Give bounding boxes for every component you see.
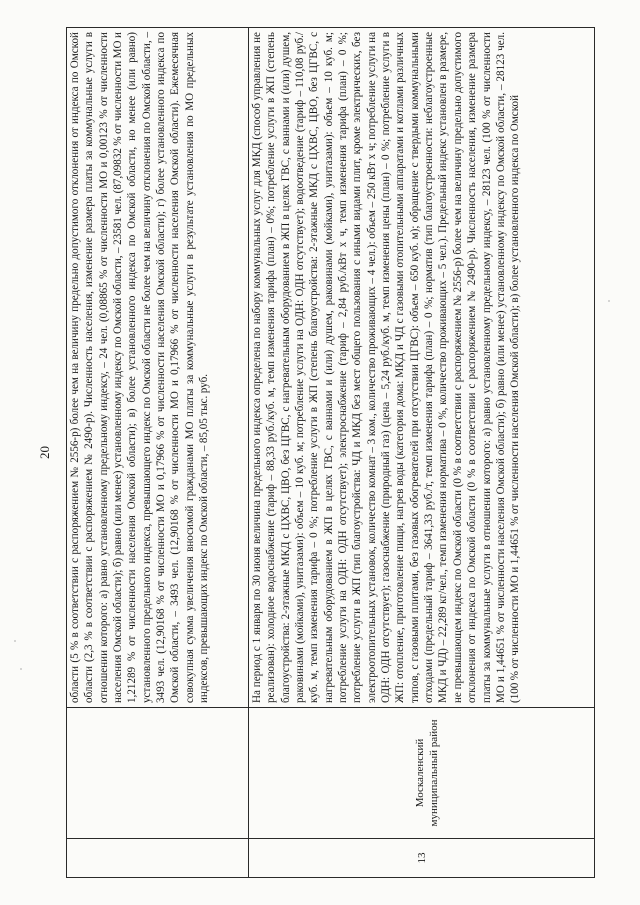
municipality-name: Москаленский муниципальный район [414, 719, 440, 827]
description-cell [249, 28, 595, 708]
description-text: На период с 1 января по 30 июня величина предельного индекса определена по набору коммунальных услуг для МКД (способ управления не реализован): холодное водоснабжение (тариф – 88,33 руб./куб. м, темп изменения тарифа (план) – 0%; потребление услуги в ЖП (степень благоустройства: 2-этажные МКД с ЦХВС, ЦВО, без ЦГВС, с нагревательным оборудованием в ЖП в целях ГВС, с ваннами и (или) душем, раковинами (мойками), унитазами): объем – 10 куб. м; потребление услуги на ОДН: ОДН отсутствует); водоотведение (тариф – 110,08 руб./куб. м, темп изменения тарифа – 0 %; потребление услуги в ЖП (степень благоустройства: 2-этажные МКД с ЦХВС, ЦВО, без ЦГВС, с нагревательным оборудованием в ЖП в целях ГВС, с ваннами и (или) душем, раковинами (мойками), унитазами): объем – 10 куб. м; потребление услуги на ОДН: ОДН отсутствует); электроснабжение (тариф – 2,84 руб./кВт x ч, темп изменения тарифа (план) – 0 %; потребление услуги в ЖП (тип благоустройства: ЧД и МКД без мест общего пользования с иными видами плит, кроме электрических, без электроотопительных установок, количество комнат – 3 ком., количество проживающих – 4 чел.): объем – 250 кВт x ч; потребление услуги на ОДН: ОДН отсутствует); газоснабжение (природный газ) (цена – 5,24 руб./куб. м, темп изменения цены (план) – 0 %; потребление услуги в ЖП: отопление, приготовление пищи, нагрев воды (категория дома: МКД и ЧД с газовыми отопительными аппаратами и котлами различных типов, с газовыми плитами, без газовых обогревателей при отсутствии ЦГВС): объем – 650 куб. м); обращение с твердыми коммунальными отходами (предельный тариф – 3641,33 руб./т, темп изменения тарифа (план) – 0 %; норматив (тип благоустроенности: неблагоустроенные МКД и ЧД) – 22,289 кг/чел., темп изменения норматива – 0 %, количество проживающих – 5 чел.). Предельный индекс установлен в размере, не превышающем индекс по Омской области (0 % в соответствии с распоряжением № 2556-р) более чем на величину предельно допустимого отклонения от индекса по Омской области (0 % в соответствии с распоряжением № 2490-р). Численность населения, изменение размера платы за коммунальные услуги в отношении которого: а) равно установленному предельному индексу, – 28123 чел. (100 % от численности МО и 1,44651 % от численности населения Омской области); б) равно (или менее) установленному индексу по Омской области, – 28123 чел. (100 % от численности МО и 1,44651 % от численности населения Омской области); в) более установленного индекса по Омской [251, 32, 522, 703]
municipality-name [67, 708, 231, 838]
description-cell [67, 28, 249, 708]
table-row [67, 28, 249, 878]
table-row [249, 28, 595, 878]
scan-speck [608, 300, 610, 302]
page-number: 20 [37, 446, 52, 459]
scan-speck [20, 668, 22, 670]
row-number [67, 839, 233, 877]
scan-speck [14, 640, 16, 642]
page-content [36, 27, 596, 878]
row-number-cell [67, 839, 249, 878]
row-number: 13 [416, 852, 428, 864]
municipal-index-table [66, 27, 595, 878]
row-number-cell [249, 839, 595, 878]
municipality-cell [67, 708, 249, 839]
municipality-cell [249, 708, 595, 839]
description-text: области (5 % в соответствии с распоряжением № 2556-р) более чем на величину предельно допустимого отклонения от индекса по Омской области (2,3 % в соответствии с распоряжением № 2490-р). Численность населения, изменение размера платы за коммунальные услуги в отношении которого: а) равно установленному предельному индексу, – 24 чел. (0,08865 % от численности МО и 0,00123 % от численности населения Омской области); б) равно (или менее) установленному индексу по Омской области, – 23581 чел. (87,09832 % от численности МО и 1,21289 % от численности населения Омской области); в) более установленного индекса по Омской области, но менее (или равно) установленного предельного индекса, превышающего индекс по Омской области не более чем на величину отклонения по Омской области, – 3493 чел. (12,90168 % от численности МО и 0,17966 % от численности населения Омской области); г) более установленного индекса по Омской области, – 3493 чел. (12,90168 % от численности МО и 0,17966 % от численности населения Омской области). Ежемесячная совокупная сумма увеличения вносимой гражданами МО платы за коммунальные услуги в результате установления по МО предельных индексов, превышающих индекс по Омской области, – 85,05 тыс. руб. [69, 32, 211, 703]
